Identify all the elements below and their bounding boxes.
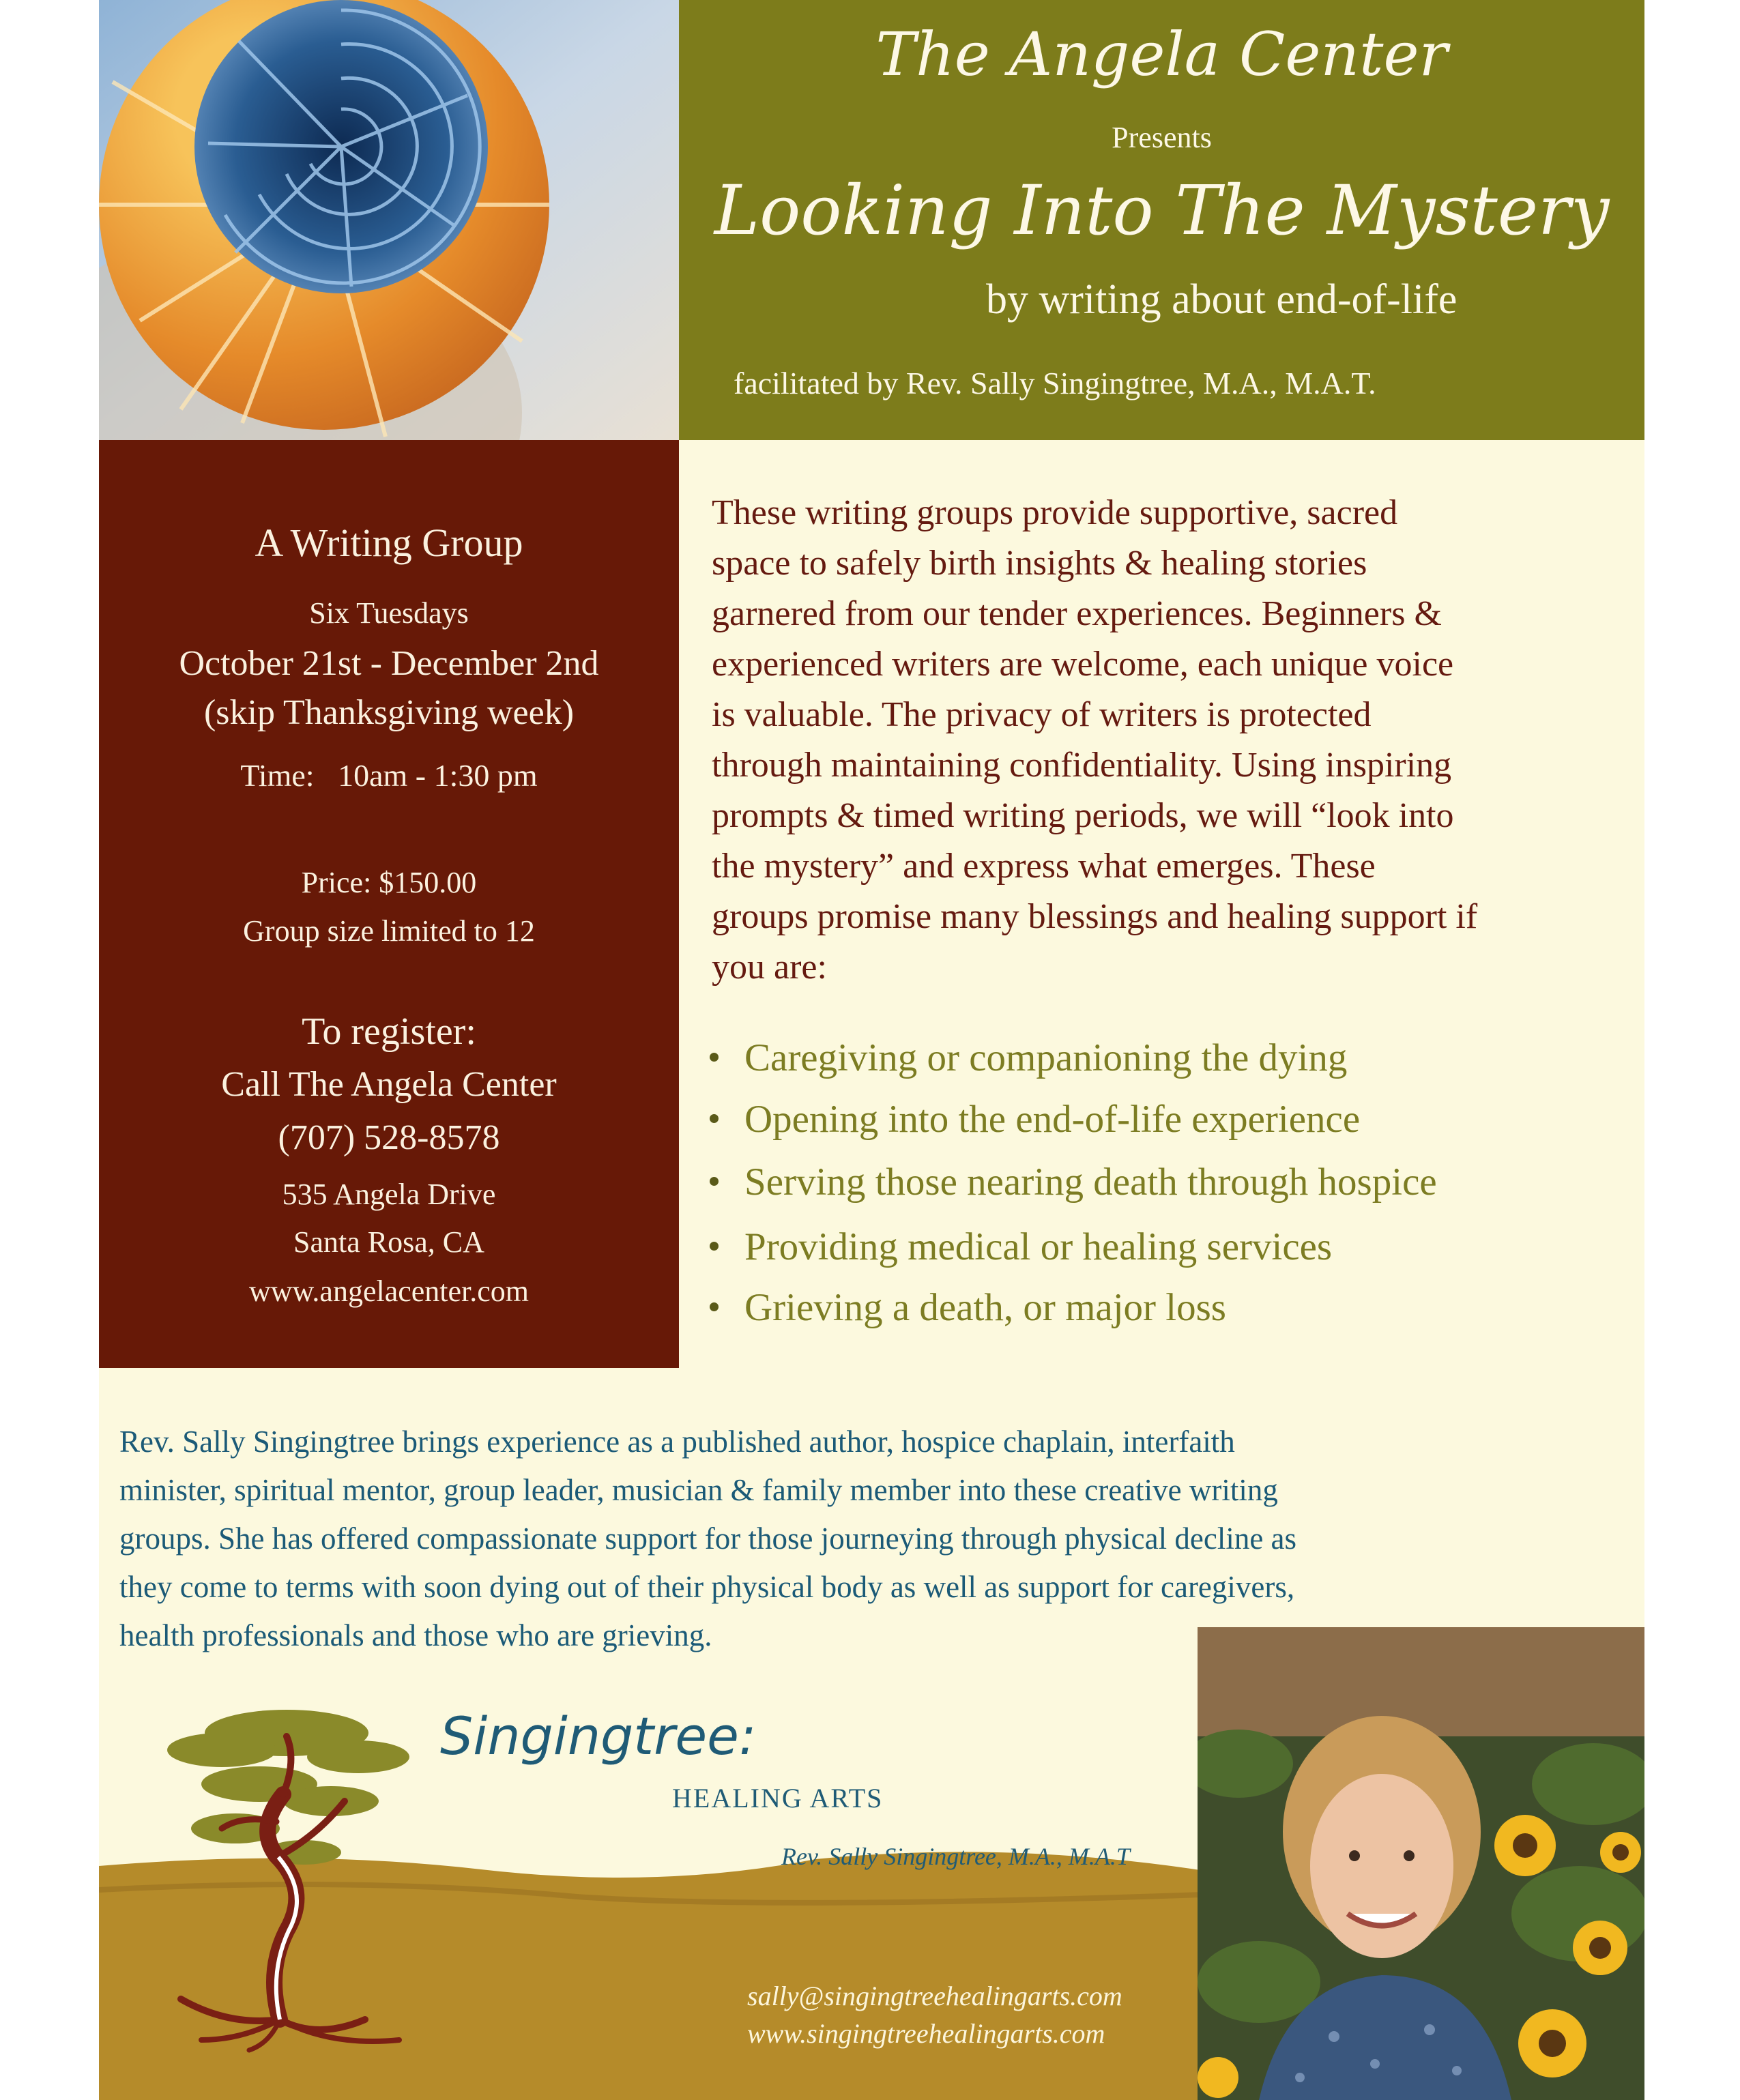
intro-line: through maintaining confidentiality. Using inspiring: [712, 746, 1452, 785]
intro-line: These writing groups provide supportive, sacred: [712, 493, 1398, 532]
register-call: Call The Angela Center: [221, 1065, 557, 1104]
org-title: The Angela Center: [875, 19, 1448, 89]
title-banner: [679, 0, 1644, 440]
time-label: Time:: [240, 758, 315, 793]
list-item-text: Caregiving or companioning the dying: [744, 1036, 1348, 1079]
facilitator-line: facilitated by Rev. Sally Singingtree, M.A., M.A.T.: [734, 366, 1376, 400]
intro-line: prompts & timed writing periods, we will “look into: [712, 796, 1454, 835]
contact-website[interactable]: www.singingtreehealingarts.com: [747, 2018, 1105, 2049]
register-phone: (707) 528-8578: [278, 1118, 500, 1157]
flyer: [99, 0, 1644, 2100]
list-item: [710, 1036, 1347, 1080]
bio-line: they come to terms with soon dying out of their physical body as well as support for caregivers,: [119, 1570, 1295, 1604]
nautilus-shell-image: [99, 0, 679, 440]
event-subtitle: by writing about end-of-life: [986, 276, 1458, 323]
bullet-dot-icon: [710, 1053, 719, 1062]
presents-label: Presents: [1112, 121, 1212, 154]
list-item-text: Opening into the end-of-life experience: [744, 1098, 1361, 1141]
list-item-text: Grieving a death, or major loss: [744, 1286, 1226, 1329]
bio-line: Rev. Sally Singingtree brings experience as a published author, hospice chaplain, interfaith: [119, 1425, 1235, 1459]
group-size: Group size limited to 12: [243, 914, 535, 948]
list-item-text: Serving those nearing death through hospice: [744, 1161, 1437, 1204]
facilitator-portrait-photo: [1198, 1627, 1644, 2100]
intro-line: garnered from our tender experiences. Beginners &: [712, 594, 1442, 633]
time-value: 10am - 1:30 pm: [338, 758, 538, 793]
intro-line: experienced writers are welcome, each unique voice: [712, 645, 1454, 684]
schedule-dates: October 21st - December 2nd: [179, 644, 599, 683]
schedule-time: [99, 757, 679, 793]
address-city: Santa Rosa, CA: [293, 1225, 484, 1259]
intro-line: space to safely birth insights & healing stories: [712, 544, 1367, 583]
register-heading: To register:: [302, 1010, 476, 1053]
list-item-text: Providing medical or healing services: [744, 1225, 1333, 1268]
brand-tagline: HEALING ARTS: [672, 1783, 884, 1813]
list-item: [710, 1097, 1360, 1141]
list-item: [710, 1160, 1437, 1204]
bio-line: groups. She has offered compassionate support for those journeying through physical decline as: [119, 1521, 1297, 1556]
bio-line: minister, spiritual mentor, group leader, musician & family member into these creative writing: [119, 1473, 1278, 1507]
brand-name: Singingtree:: [440, 1706, 757, 1766]
schedule-days: Six Tuesdays: [309, 596, 469, 630]
bio-line: health professionals and those who are grieving.: [119, 1618, 712, 1652]
list-item: [710, 1225, 1332, 1269]
facilitator-bio: [119, 1418, 1634, 1660]
intro-line: is valuable. The privacy of writers is protected: [712, 695, 1372, 734]
intro-line: you are:: [712, 948, 827, 987]
intro-paragraph: [712, 488, 1626, 993]
address-street: 535 Angela Drive: [282, 1178, 496, 1211]
event-title: Looking Into The Mystery: [714, 171, 1610, 250]
contact-email[interactable]: sally@singingtreehealingarts.com: [747, 1981, 1122, 2011]
angela-center-website: www.angelacenter.com: [248, 1274, 530, 1308]
bullet-dot-icon: [710, 1302, 719, 1311]
sidebar-heading: A Writing Group: [255, 521, 523, 565]
event-details-sidebar: [99, 440, 679, 1368]
intro-line: the mystery” and express what emerges. These: [712, 847, 1376, 886]
bullet-dot-icon: [710, 1177, 719, 1186]
price: Price: $150.00: [301, 866, 477, 899]
bullet-dot-icon: [710, 1242, 719, 1251]
schedule-note: (skip Thanksgiving week): [203, 693, 575, 732]
list-item: [710, 1285, 1226, 1330]
brand-person: Rev. Sally Singingtree, M.A., M.A.T: [781, 1843, 1130, 1870]
singingtree-logo: [140, 1699, 467, 2054]
intro-line: groups promise many blessings and healing support if: [712, 897, 1478, 936]
bullet-dot-icon: [710, 1114, 719, 1123]
